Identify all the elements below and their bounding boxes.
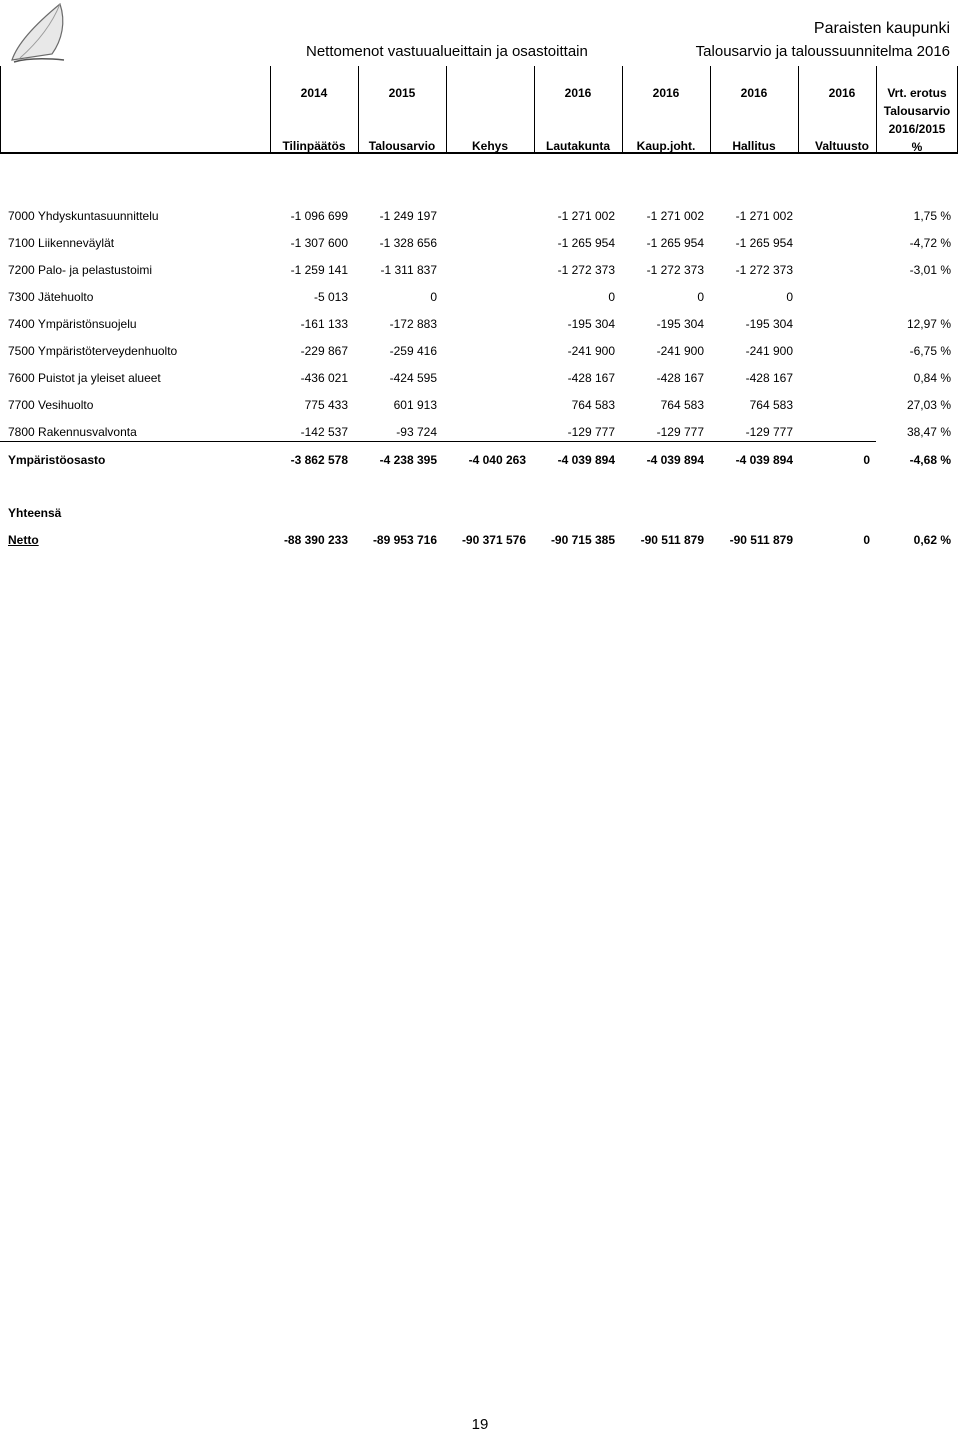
row-value: -195 304 [656, 317, 704, 331]
row-value: 0 [608, 290, 615, 304]
row-value: -129 777 [656, 425, 704, 439]
row-value: 764 583 [749, 398, 793, 412]
column-name: Kaup.joht. [636, 139, 696, 153]
row-label: 7000 Yhdyskuntasuunnittelu [8, 209, 159, 223]
row-value: -1 271 002 [735, 209, 793, 223]
row-label: 7400 Ympäristönsuojelu [8, 317, 137, 331]
row-label: 7300 Jätehuolto [8, 290, 94, 304]
row-value: -195 304 [745, 317, 793, 331]
diff-header-line2: Talousarvio [883, 104, 951, 118]
row-value: -1 307 600 [290, 236, 348, 250]
row-label: 7700 Vesihuolto [8, 398, 94, 412]
row-label: Netto [8, 533, 39, 547]
organization-name: Paraisten kaupunki [813, 20, 950, 37]
row-value: -172 883 [389, 317, 437, 331]
row-value: -3 862 578 [290, 453, 348, 467]
row-value: -1 272 373 [735, 263, 793, 277]
row-value: -1 328 656 [379, 236, 437, 250]
grand-total-heading-row [0, 506, 960, 524]
row-percent: 38,47 % [906, 425, 951, 439]
row-label: Ympäristöosasto [8, 453, 106, 467]
row-value: -142 537 [300, 425, 348, 439]
row-value: -1 271 002 [646, 209, 704, 223]
row-value: -1 272 373 [557, 263, 615, 277]
row-value: 764 583 [660, 398, 704, 412]
row-value: -4 039 894 [646, 453, 704, 467]
column-year: 2014 [300, 86, 328, 100]
row-value: -90 511 879 [640, 533, 704, 547]
row-percent: 0,62 % [913, 533, 951, 547]
row-percent: 12,97 % [906, 317, 951, 331]
row-value: 0 [863, 533, 870, 547]
row-value: -4 039 894 [735, 453, 793, 467]
column-year: 2016 [828, 86, 856, 100]
row-value: 0 [863, 453, 870, 467]
row-value: -1 311 837 [380, 263, 437, 277]
grand-total-heading: Yhteensä [8, 506, 62, 520]
row-value: -259 416 [389, 344, 437, 358]
column-year: 2016 [564, 86, 592, 100]
table-row [0, 209, 960, 227]
row-label: 7600 Puistot ja yleiset alueet [8, 371, 161, 385]
row-value: -1 249 197 [379, 209, 437, 223]
row-value: -428 167 [745, 371, 793, 385]
column-name: Tilinpäätös [282, 139, 346, 153]
row-value: -241 900 [656, 344, 704, 358]
row-value: -1 259 141 [290, 263, 348, 277]
row-value: -4 039 894 [557, 453, 615, 467]
document-title: Nettomenot vastuualueittain ja osastoittain [306, 43, 588, 60]
row-percent: 1,75 % [913, 209, 951, 223]
row-value: -428 167 [656, 371, 704, 385]
table-row [0, 371, 960, 389]
table-row [0, 533, 960, 551]
row-value: -90 511 879 [729, 533, 793, 547]
row-value: 0 [786, 290, 793, 304]
row-value: -1 271 002 [557, 209, 615, 223]
diff-header-line3: 2016/2015 [888, 122, 946, 136]
table-row [0, 398, 960, 416]
sail-logo-icon [8, 2, 70, 64]
row-value: 775 433 [304, 398, 348, 412]
table-row [0, 317, 960, 335]
row-percent: -3,01 % [909, 263, 951, 277]
row-value: 764 583 [571, 398, 615, 412]
column-name: Valtuusto [814, 139, 869, 153]
plan-title: Talousarvio ja taloussuunnitelma 2016 [695, 43, 950, 60]
table-row [0, 263, 960, 281]
column-year: 2016 [652, 86, 680, 100]
diff-header-line4: % [911, 140, 923, 154]
row-value: 0 [430, 290, 437, 304]
row-value: -1 265 954 [557, 236, 615, 250]
page-number: 19 [471, 1416, 489, 1433]
row-percent: -4,72 % [909, 236, 951, 250]
row-value: -436 021 [300, 371, 348, 385]
column-name: Lautakunta [545, 139, 610, 153]
row-percent: 0,84 % [913, 371, 951, 385]
row-value: -90 371 576 [461, 533, 526, 547]
row-value: -1 096 699 [290, 209, 348, 223]
table-row [0, 453, 960, 471]
row-label: 7500 Ympäristöterveydenhuolto [8, 344, 178, 358]
row-label: 7100 Liikenneväylät [8, 236, 115, 250]
row-value: -428 167 [567, 371, 615, 385]
row-value: -89 953 716 [372, 533, 437, 547]
row-value: -93 724 [396, 425, 437, 439]
total-separator [0, 441, 876, 442]
table-row [0, 344, 960, 362]
row-value: 0 [697, 290, 704, 304]
row-value: -1 272 373 [646, 263, 704, 277]
table-row [0, 236, 960, 254]
row-value: -4 040 263 [468, 453, 526, 467]
column-name: Kehys [471, 139, 509, 153]
row-percent: 27,03 % [906, 398, 951, 412]
row-value: -241 900 [745, 344, 793, 358]
row-value: -5 013 [313, 290, 348, 304]
row-value: -1 265 954 [646, 236, 704, 250]
column-name: Talousarvio [368, 139, 436, 153]
row-value: -195 304 [567, 317, 615, 331]
row-value: -4 238 395 [379, 453, 437, 467]
difference-column-header [876, 84, 958, 156]
row-value: -1 265 954 [735, 236, 793, 250]
row-value: -88 390 233 [283, 533, 348, 547]
row-label: 7200 Palo- ja pelastustoimi [8, 263, 153, 277]
row-value: -229 867 [300, 344, 348, 358]
column-year: 2016 [740, 86, 768, 100]
row-value: 601 913 [393, 398, 437, 412]
row-value: -424 595 [389, 371, 437, 385]
row-percent: -6,75 % [909, 344, 951, 358]
column-year: 2015 [388, 86, 416, 100]
column-name: Hallitus [732, 139, 776, 153]
row-value: -129 777 [567, 425, 615, 439]
diff-header-line1: Vrt. erotus [887, 86, 947, 100]
row-label: 7800 Rakennusvalvonta [8, 425, 137, 439]
row-percent: -4,68 % [909, 453, 951, 467]
row-value: -241 900 [567, 344, 615, 358]
row-value: -90 715 385 [550, 533, 615, 547]
table-row [0, 290, 960, 308]
row-value: -129 777 [745, 425, 793, 439]
row-value: -161 133 [300, 317, 348, 331]
